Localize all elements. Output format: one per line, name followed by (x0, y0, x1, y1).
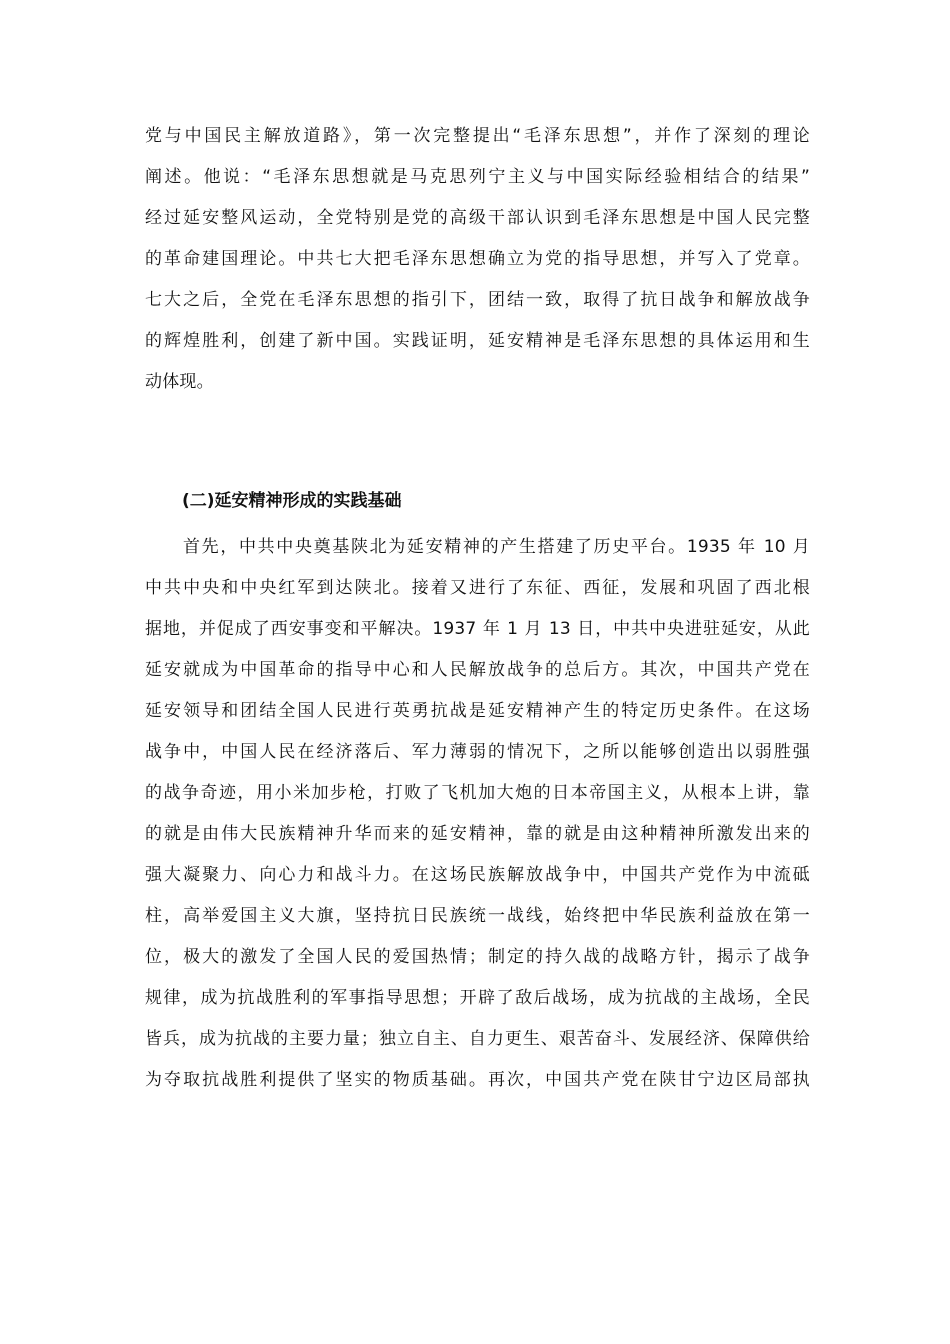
paragraph-2-line-6: 战争中，中国人民在经济落后、军力薄弱的情况下，之所以能够创造出以弱胜强 (145, 742, 810, 762)
paragraph-2-line-3: 据地，并促成了西安事变和平解决。1937 年 1 月 13 日，中共中央进驻延安，从此 (145, 619, 810, 639)
paragraph-1-line-1: 党与中国民主解放道路》，第一次完整提出“毛泽东思想”，并作了深刻的理论 (145, 126, 810, 146)
paragraph-2-line-4: 延安就成为中国革命的指导中心和人民解放战争的总后方。其次，中国共产党在 (145, 660, 810, 680)
paragraph-2-line-8: 的就是由伟大民族精神升华而来的延安精神，靠的就是由这种精神所激发出来的 (145, 824, 810, 844)
section-heading: (二)延安精神形成的实践基础 (182, 491, 402, 511)
paragraph-1-line-3: 经过延安整风运动，全党特别是党的高级干部认识到毛泽东思想是中国人民完整 (145, 208, 810, 228)
paragraph-2-line-7: 的战争奇迹，用小米加步枪，打败了飞机加大炮的日本帝国主义，从根本上讲，靠 (145, 783, 810, 803)
paragraph-2-line-13: 皆兵，成为抗战的主要力量；独立自主、自力更生、艰苦奋斗、发展经济、保障供给 (145, 1029, 810, 1049)
paragraph-1-line-6: 的辉煌胜利，创建了新中国。实践证明，延安精神是毛泽东思想的具体运用和生 (145, 331, 810, 351)
paragraph-1-line-4: 的革命建国理论。中共七大把毛泽东思想确立为党的指导思想，并写入了党章。 (145, 249, 810, 269)
paragraph-1 (145, 116, 810, 403)
paragraph-2-line-10: 柱，高举爱国主义大旗，坚持抗日民族统一战线，始终把中华民族利益放在第一 (145, 906, 810, 926)
paragraph-1-line-7: 动体现。 (145, 372, 214, 392)
paragraph-2-line-12: 规律，成为抗战胜利的军事指导思想；开辟了敌后战场，成为抗战的主战场，全民 (145, 988, 810, 1008)
paragraph-2-line-5: 延安领导和团结全国人民进行英勇抗战是延安精神产生的特定历史条件。在这场 (145, 701, 810, 721)
paragraph-1-line-2: 阐述。他说：“毛泽东思想就是马克思列宁主义与中国实际经验相结合的结果” (145, 167, 810, 187)
paragraph-2 (145, 527, 810, 1101)
paragraph-2-line-9: 强大凝聚力、向心力和战斗力。在这场民族解放战争中，中国共产党作为中流砥 (145, 865, 810, 885)
paragraph-2-line-11: 位，极大的激发了全国人民的爱国热情；制定的持久战的战略方针，揭示了战争 (145, 947, 810, 967)
paragraph-2-line-1: 首先，中共中央奠基陕北为延安精神的产生搭建了历史平台。1935 年 10 月 (183, 537, 810, 557)
paragraph-1-line-5: 七大之后，全党在毛泽东思想的指引下，团结一致，取得了抗日战争和解放战争 (145, 290, 810, 310)
paragraph-2-line-2: 中共中央和中央红军到达陕北。接着又进行了东征、西征，发展和巩固了西北根 (145, 578, 810, 598)
paragraph-2-line-14: 为夺取抗战胜利提供了坚实的物质基础。再次，中国共产党在陕甘宁边区局部执 (145, 1070, 810, 1090)
